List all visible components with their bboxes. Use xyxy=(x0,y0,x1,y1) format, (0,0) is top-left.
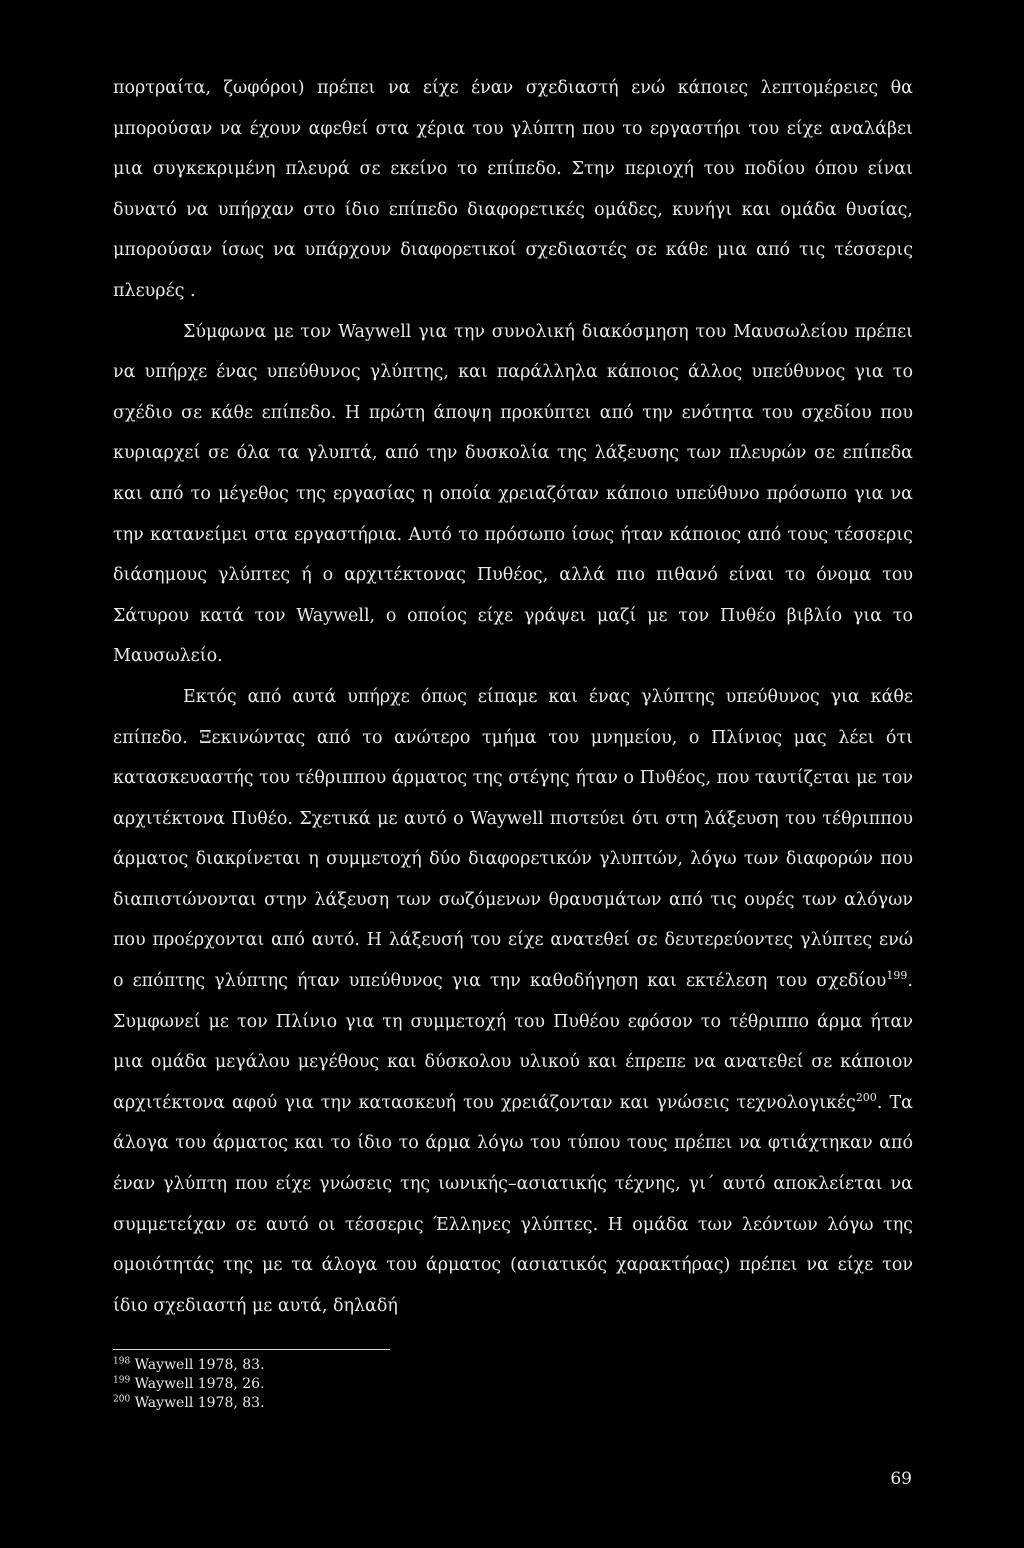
paragraph-1 xyxy=(113,68,913,312)
footnote-ref-200: 200 xyxy=(855,1091,877,1105)
paragraph-3-text-a: Εκτός από αυτά υπήρχε όπως είπαμε και ένας γλύπτης υπεύθυνος για κάθε επίπεδο. Ξεκινώντας από το ανώτερο τμήμα του μνημείου, ο Πλίνιος μας λέει ότι κατασκευαστής του τέθριππου άρματος της στέγης ήταν ο Πυθέος, που ταυτίζεται με τον αρχιτέκτονα Πυθέο. Σχετικά με αυτό ο Waywell πιστεύει ότι στη λάξευση του τέθριππου άρματος διακρίνεται η συμμετοχή δύο διαφορετικών γλυπτών, λόγω των διαφορών που διαπιστώνονται στην λάξευση των σωζόμενων θραυσμάτων από τις ουρές των αλόγων που προέρχονται από αυτό. Η λάξευσή του είχε ανατεθεί σε δευτερεύοντες γλύπτες ενώ ο επόπτης γλύπτης ήταν υπεύθυνος για την καθοδήγηση και εκτέλεση του σχεδίου xyxy=(113,686,913,992)
footnote-text: Waywell 1978, 26. xyxy=(130,1376,265,1392)
paragraph-1-text: πορτραίτα, ζωφόροι) πρέπει να είχε έναν σχεδιαστή ενώ κάποιες λεπτομέρειες θα μπορούσαν να έχουν αφεθεί στα χέρια του γλύπτη που το εργαστήρι του είχε αναλάβει μια συγκεκριμένη πλευρά σε εκείνο το επίπεδο. Στην περιοχή του ποδίου όπου είναι δυνατό να υπήρχαν στο ίδιο επίπεδο διαφορετικές ομάδες, κυνήγι και ομάδα θυσίας, μπορούσαν ίσως να υπάρχουν διαφορετικοί σχεδιαστές σε κάθε μια από τις τέσσερις πλευρές . xyxy=(113,78,913,301)
paragraph-3 xyxy=(113,677,913,1327)
footnote-198 xyxy=(113,1356,613,1375)
page-number: 69 xyxy=(890,1469,912,1489)
footnote-200 xyxy=(113,1394,613,1413)
paragraph-3-text-b: . Συμφωνεί με τον Πλίνιο για τη συμμετοχή του Πυθέου εφόσον το τέθριππο άρμα ήταν μια ομάδα μεγάλου μεγέθους και δύσκολου υλικού και έπρεπε να ανατεθεί σε κάποιον αρχιτέκτονα αφού για την κατασκευή του χρειάζονταν και γνώσεις τεχνολογικές xyxy=(113,971,913,1113)
footnote-separator xyxy=(113,1349,390,1350)
paragraph-2-text: Σύμφωνα με τον Waywell για την συνολική διακόσμηση του Μαυσωλείου πρέπει να υπήρχε ένας υπεύθυνος γλύπτης, και παράλληλα κάποιος άλλος υπεύθυνος για το σχέδιο σε κάθε επίπεδο. Η πρώτη άποψη προκύπτει από την ενότητα του σχεδίου που κυριαρχεί σε όλα τα γλυπτά, από την δυσκολία της λάξευσης των πλευρών σε επίπεδα και από το μέγεθος της εργασίας η οποία χρειαζόταν κάποιο υπεύθυνο πρόσωπο για να την κατανείμει στα εργαστήρια. Αυτό το πρόσωπο ίσως ήταν κάποιος από τους τέσσερις διάσημους γλύπτες ή ο αρχιτέκτονας Πυθέος, αλλά πιο πιθανό είναι το όνομα του Σάτυρου κατά τον Waywell, ο οποίος είχε γράψει μαζί με τον Πυθέο βιβλίο για το Μαυσωλείο. xyxy=(113,321,913,667)
paragraph-2 xyxy=(113,312,913,677)
footnote-number: 200 xyxy=(113,1394,131,1405)
footnote-number: 198 xyxy=(113,1356,131,1367)
body-text xyxy=(113,68,913,1326)
paragraph-3-text-c: . Τα άλογα του άρματος και το ίδιο το άρμα λόγω του τύπου τους πρέπει να φτιάχτηκαν από έναν γλύπτη που είχε γνώσεις της ιωνικής–ασιατικής τέχνης, γι΄ αυτό αποκλείεται να συμμετείχαν σε αυτό οι τέσσερις Έλληνες γλύπτες. Η ομάδα των λεόντων λόγω της ομοιότητάς της με τα άλογα του άρματος (ασιατικός χαρακτήρας) πρέπει να είχε τον ίδιο σχεδιαστή με αυτά, δηλαδή xyxy=(113,1092,913,1316)
footnote-text: Waywell 1978, 83. xyxy=(130,1395,265,1411)
footnotes xyxy=(113,1356,613,1413)
footnote-text: Waywell 1978, 83. xyxy=(130,1357,265,1373)
footnote-ref-199: 199 xyxy=(886,969,908,983)
footnote-number: 199 xyxy=(113,1375,131,1386)
footnote-199 xyxy=(113,1375,613,1394)
